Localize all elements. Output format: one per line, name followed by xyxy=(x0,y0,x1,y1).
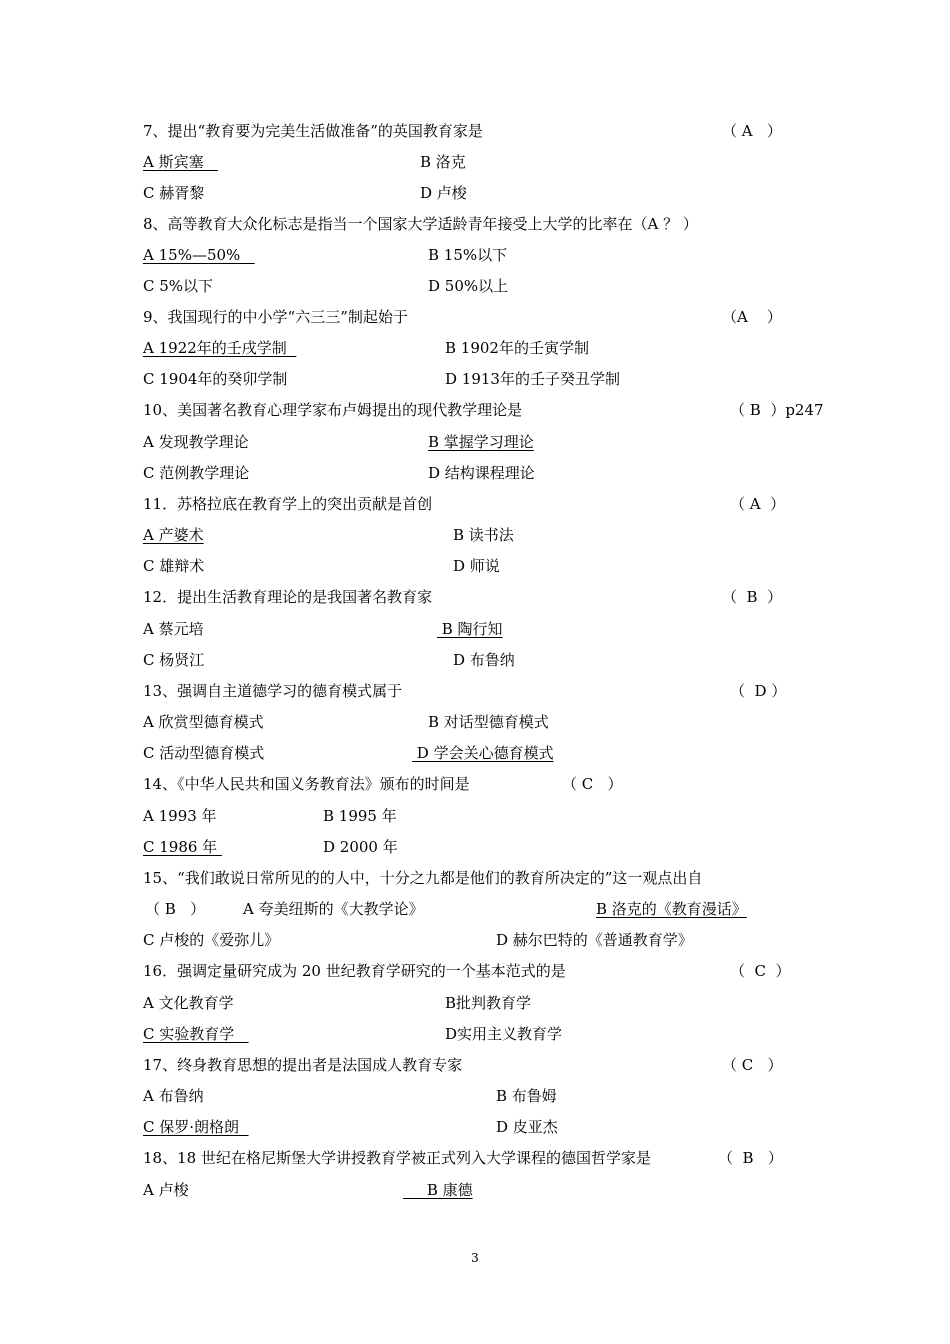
question-8-option-b: B 15%以下 xyxy=(428,246,508,264)
question-15-option-b: B 洛克的《教育漫话》 xyxy=(596,900,747,918)
question-11-option-c: C 雄辩术 xyxy=(143,557,205,575)
question-9-option-b: B 1902年的壬寅学制 xyxy=(445,339,589,357)
page-number: 3 xyxy=(471,1251,479,1265)
question-7-option-a: A 斯宾塞 xyxy=(143,153,218,171)
question-17-option-a: A 布鲁纳 xyxy=(143,1087,204,1105)
question-13-answer: （ D ） xyxy=(730,682,787,700)
question-16-option-c: C 实验教育学 xyxy=(143,1025,249,1043)
question-9-option-c: C 1904年的癸卯学制 xyxy=(143,370,288,388)
question-18-stem: 18、18 世纪在格尼斯堡大学讲授教育学被正式列入大学课程的德国哲学家是 xyxy=(143,1149,651,1167)
question-10-option-b: B 掌握学习理论 xyxy=(428,433,534,451)
question-16-answer: （ C ） xyxy=(730,962,791,980)
question-13-option-c: C 活动型德育模式 xyxy=(143,744,265,762)
question-10-option-d: D 结构课程理论 xyxy=(428,464,535,482)
question-8-stem: 8、高等教育大众化标志是指当一个国家大学适龄青年接受上大学的比率在（A ？ ） xyxy=(143,215,698,233)
question-8-option-d: D 50%以上 xyxy=(428,277,509,295)
question-17-option-c: C 保罗·朗格朗 xyxy=(143,1118,249,1136)
question-8-option-c: C 5%以下 xyxy=(143,277,214,295)
question-12-option-c: C 杨贤江 xyxy=(143,651,205,669)
question-16-stem: 16．强调定量研究成为 20 世纪教育学研究的一个基本范式的是 xyxy=(143,962,566,980)
question-11-option-a: A 产婆术 xyxy=(143,526,204,544)
question-10-option-a: A 发现教学理论 xyxy=(143,433,249,451)
question-14-option-a: A 1993 年 xyxy=(143,807,217,825)
question-9-option-d: D 1913年的壬子癸丑学制 xyxy=(445,370,620,388)
question-12-stem: 12．提出生活教育理论的是我国著名教育家 xyxy=(143,588,433,606)
question-17-option-b: B 布鲁姆 xyxy=(496,1087,557,1105)
question-14-option-b: B 1995 年 xyxy=(323,807,397,825)
question-16-option-b: B批判教育学 xyxy=(445,994,532,1012)
question-12-option-a: A 蔡元培 xyxy=(143,620,204,638)
question-10-option-c: C 范例教学理论 xyxy=(143,464,250,482)
question-11-answer: （ A ） xyxy=(730,495,786,513)
question-18-option-b: B 康德 xyxy=(403,1181,473,1199)
question-18-option-a: A 卢梭 xyxy=(143,1181,189,1199)
question-8-option-a: A 15%—50% xyxy=(143,246,255,264)
question-13-option-b: B 对话型德育模式 xyxy=(428,713,549,731)
question-14-answer: （ C ） xyxy=(562,775,623,793)
question-7-stem: 7、提出“教育要为完美生活做准备”的英国教育家是 xyxy=(143,122,483,140)
question-11-option-d: D 师说 xyxy=(453,557,500,575)
question-17-stem: 17、终身教育思想的提出者是法国成人教育专家 xyxy=(143,1056,463,1074)
question-13-option-a: A 欣赏型德育模式 xyxy=(143,713,264,731)
question-15-answer: （ B ） xyxy=(145,900,206,918)
question-13-option-d: D 学会关心德育模式 xyxy=(412,744,554,762)
question-10-answer: （ B ）p247 xyxy=(730,401,824,419)
question-9-answer: （A ） xyxy=(722,308,782,326)
question-7-option-d: D 卢梭 xyxy=(420,184,467,202)
question-18-answer: （ B ） xyxy=(718,1149,783,1167)
question-12-option-b: B 陶行知 xyxy=(437,620,503,638)
question-16-option-a: A 文化教育学 xyxy=(143,994,234,1012)
question-11-option-b: B 读书法 xyxy=(453,526,514,544)
question-15-stem: 15、“我们敢说日常所见的的人中，十分之九都是他们的教育所决定的”这一观点出自 xyxy=(143,869,703,887)
question-14-stem: 14、《中华人民共和国义务教育法》颁布的时间是 xyxy=(143,775,470,793)
question-11-stem: 11．苏格拉底在教育学上的突出贡献是首创 xyxy=(143,495,433,513)
question-17-answer: （ C ） xyxy=(722,1056,783,1074)
question-7-option-b: B 洛克 xyxy=(420,153,466,171)
question-13-stem: 13、强调自主道德学习的德育模式属于 xyxy=(143,682,403,700)
question-15-option-c: C 卢梭的《爱弥儿》 xyxy=(143,931,280,949)
question-14-option-d: D 2000 年 xyxy=(323,838,398,856)
question-15-option-a: A 夸美纽斯的《大教学论》 xyxy=(243,900,424,918)
question-7-answer: （ A ） xyxy=(722,122,782,140)
question-7-option-c: C 赫胥黎 xyxy=(143,184,205,202)
question-12-answer: （ B ） xyxy=(722,588,783,606)
question-16-option-d: D实用主义教育学 xyxy=(445,1025,563,1043)
question-12-option-d: D 布鲁纳 xyxy=(453,651,515,669)
question-10-stem: 10、美国著名教育心理学家布卢姆提出的现代教学理论是 xyxy=(143,401,523,419)
question-9-stem: 9、我国现行的中小学“六三三”制起始于 xyxy=(143,308,408,326)
question-17-option-d: D 皮亚杰 xyxy=(496,1118,558,1136)
question-15-option-d: D 赫尔巴特的《普通教育学》 xyxy=(496,931,693,949)
question-14-option-c: C 1986 年 xyxy=(143,838,222,856)
question-9-option-a: A 1922年的壬戌学制 xyxy=(143,339,297,357)
